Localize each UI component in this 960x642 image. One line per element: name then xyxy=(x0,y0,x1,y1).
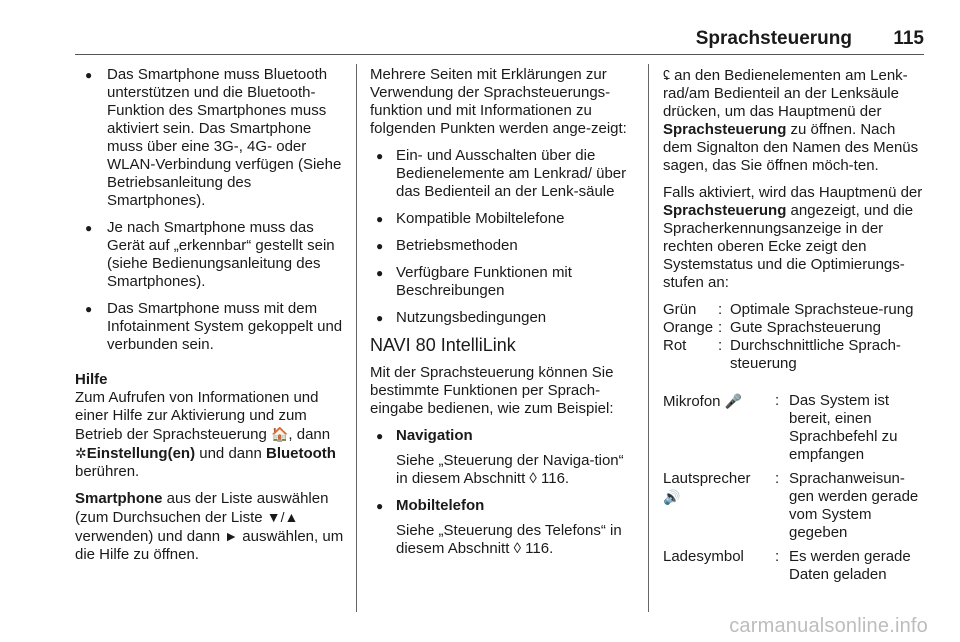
voice-control-icon: ʢ xyxy=(663,67,670,83)
page-header xyxy=(75,24,924,55)
microphone-icon: 🎤 xyxy=(724,393,743,409)
page-ref-link[interactable]: 116. xyxy=(536,470,570,487)
hilfe-paragraph: Zum Aufrufen von Informationen und einer Hilfe zur Aktivierung und zum Betrieb der Sprachsteuerung 🏠, dann ✲Einstellung(en) und dann Bluetooth berühren. xyxy=(75,389,336,480)
watermark: carmanualsonline.info xyxy=(729,615,928,637)
column-middle xyxy=(370,66,635,567)
list-item: ● Verfügbare Funktionen mit Beschreibungen xyxy=(370,264,635,300)
section-heading-hilfe: Hilfe xyxy=(75,371,108,388)
page-ref-link[interactable]: 116. xyxy=(520,540,554,557)
term-mikrofon: Mikrofon 🎤 xyxy=(663,393,743,410)
column-divider xyxy=(356,64,357,612)
page-number: 115 xyxy=(893,28,924,49)
list-item: ● Das Smartphone muss mit dem Infotainment System gekoppelt und verbunden sein. xyxy=(75,300,345,354)
list-item: ● Kompatible Mobiltelefone xyxy=(370,210,635,228)
menu-einstellungen: Einstellung(en) xyxy=(86,445,196,462)
column-left xyxy=(75,66,345,573)
gear-icon: ✲ xyxy=(75,445,87,461)
list-item-mobiltelefon: ● Mobiltelefon Siehe „Steuerung des Telefons“ in diesem Abschnitt ◊ 116. xyxy=(370,497,635,558)
topics-list xyxy=(370,147,635,327)
term-rot: Rot xyxy=(663,337,687,354)
home-icon: 🏠 xyxy=(270,426,289,442)
page-title: Sprachsteuerung xyxy=(695,28,852,49)
list-item-navigation: ● Navigation Siehe „Steuerung der Naviga-tion“ in diesem Abschnitt ◊ 116. xyxy=(370,427,635,488)
page-ref-icon: ◊ xyxy=(513,540,521,557)
column-right xyxy=(663,66,925,593)
list-item: ● Ein- und Ausschalten über die Bedienelemente am Lenkrad/ über das Bedienteil an der Lenk-säule xyxy=(370,147,635,201)
navi-paragraph: Mit der Sprachsteuerung können Sie bestimmte Funktionen per Sprach-eingabe bedienen, wie zum Beispiel: xyxy=(370,364,614,417)
color-legend-table: Grün : Optimale Sprachsteue-rung Orange : Gute Sprachsteuerung Rot : Durchschnittliche Sprach-steuerung xyxy=(663,301,914,372)
term-gruen: Grün xyxy=(663,301,697,318)
term-orange: Orange xyxy=(663,319,714,336)
list-item: ● Das Smartphone muss Bluetooth unterstützen und die Bluetooth-Funktion des Smartphones muss aktiviert sein. Das Smartphone muss über eine 3G-, 4G- oder WLAN-Verbindung verfügen (Siehe Betriebsanleitung des Smartphones). xyxy=(75,66,345,210)
menu-bluetooth: Bluetooth xyxy=(265,445,336,462)
menu-smartphone: Smartphone xyxy=(75,490,163,507)
smartphone-paragraph: Smartphone aus der Liste auswählen (zum Durchsuchen der Liste ▼/▲ verwenden) und dann ► auswählen, um die Hilfe zu öffnen. xyxy=(75,490,344,563)
list-item: ● Betriebsmethoden xyxy=(370,237,635,255)
arrow-down-up-icon: ▼/▲ xyxy=(266,509,299,525)
list-item: ● Je nach Smartphone muss das Gerät auf „erkennbar“ gestellt sein (siehe Bedienungsanleitung des Smartphones). xyxy=(75,219,345,291)
speaker-icon: 🔊 xyxy=(663,489,681,505)
functions-list xyxy=(370,427,635,558)
play-icon: ► xyxy=(224,528,239,544)
voice-paragraph: ʢ an den Bedienelementen am Lenk-rad/am Bedienteil an der Lenksäule drücken, um das Hauptmenü der Sprachsteuerung zu öffnen. Nach dem Signalton den Namen des Menüs sagen, das Sie öffnen möch-ten. xyxy=(663,67,919,174)
term-ladesymbol: Ladesymbol xyxy=(663,548,744,565)
status-paragraph: Falls aktiviert, wird das Hauptmenü der Sprachsteuerung angezeigt, und die Spracherkennungsanzeige in der rechten oberen Ecke zeigt den Systemstatus und die Optimierungs-stufen an: xyxy=(663,184,923,291)
page-ref-icon: ◊ xyxy=(529,470,537,487)
section-heading-navi80: NAVI 80 IntelliLink xyxy=(370,335,516,355)
column-divider xyxy=(648,64,649,612)
term-lautsprecher: Lautsprecher 🔊 xyxy=(663,470,751,505)
requirements-list xyxy=(75,66,345,354)
icon-legend-table: Mikrofon 🎤 : Das System ist bereit, einen Sprachbefehl zu empfangen Lautsprecher 🔊 : Sprachanweisun-gen werden gerade vom System gegeben Ladesymbol : Es werden gerade Daten geladen xyxy=(663,392,919,583)
list-item: ● Nutzungsbedingungen xyxy=(370,309,635,327)
intro-paragraph: Mehrere Seiten mit Erklärungen zur Verwendung der Sprachsteuerungs-funktion und mit Informationen zu folgenden Punkten werden ange-zeigt: xyxy=(370,66,627,137)
